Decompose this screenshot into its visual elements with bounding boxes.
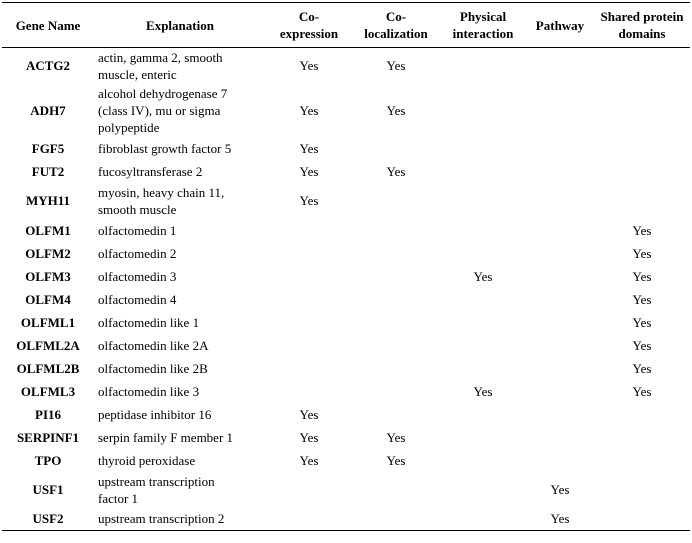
header-co-localization-line1: Co- [385,9,407,24]
header-co-expression-line1: Co- [298,9,320,24]
shared-domains-cell [594,160,690,183]
shared-domains-cell [594,84,690,137]
co-localization-cell: Yes [386,452,406,468]
co-localization-cell [352,242,440,265]
explanation-line: olfactomedin 1 [98,222,177,238]
co-expression-cell [266,288,352,311]
gene-name-cell: ACTG2 [25,58,71,74]
gene-name-cell: PI16 [35,406,61,422]
explanation-line: upstream transcription 2 [98,511,225,527]
shared-domains-cell: Yes [632,222,652,238]
pathway-cell [526,334,594,357]
explanation-cell [94,449,266,472]
table-header [2,3,690,48]
shared-domains-cell [594,449,690,472]
physical-interaction-cell [440,137,526,160]
physical-interaction-cell [440,472,526,508]
co-expression-cell: Yes [299,102,319,118]
pathway-cell [526,242,594,265]
header-shared-line1: Shared protein [600,9,684,24]
explanation-cell [94,137,266,160]
shared-domains-cell [594,472,690,508]
explanation-cell [94,48,266,84]
physical-interaction-cell: Yes [473,268,493,284]
physical-interaction-cell [440,160,526,183]
shared-domains-cell: Yes [632,337,652,353]
co-localization-cell [352,183,440,219]
shared-domains-cell: Yes [632,360,652,376]
physical-interaction-cell [440,508,526,531]
table-row [2,380,690,403]
gene-name-cell: OLFML3 [20,383,76,399]
explanation-line: (class IV), mu or sigma [98,102,221,118]
explanation-line: smooth muscle [98,201,177,217]
co-localization-cell [352,137,440,160]
explanation-line: olfactomedin like 3 [98,383,200,399]
co-expression-cell [266,265,352,288]
pathway-cell [526,84,594,137]
co-localization-cell [352,265,440,288]
co-expression-cell [266,472,352,508]
table-row [2,403,690,426]
header-row [2,3,690,48]
pathway-cell [526,219,594,242]
co-expression-cell [266,357,352,380]
pathway-cell [526,380,594,403]
gene-name-cell: OLFM2 [25,245,71,261]
shared-domains-cell: Yes [632,268,652,284]
co-expression-cell: Yes [299,58,319,74]
explanation-line: muscle, enteric [98,66,177,82]
gene-name-cell: MYH11 [25,193,71,208]
co-expression-cell: Yes [299,193,319,208]
co-expression-cell [266,219,352,242]
table-row [2,84,690,137]
explanation-cell [94,508,266,531]
shared-domains-cell [594,183,690,219]
shared-domains-cell [594,48,690,84]
physical-interaction-cell [440,288,526,311]
pathway-cell [526,48,594,84]
explanation-line: olfactomedin like 2B [98,360,208,376]
physical-interaction-cell [440,311,526,334]
shared-domains-cell: Yes [632,291,652,307]
table-row [2,449,690,472]
co-localization-cell [352,508,440,531]
co-expression-cell: Yes [299,163,319,179]
gene-name-cell: OLFM4 [25,291,71,307]
shared-domains-cell: Yes [632,383,652,399]
header-pathway: Pathway [526,3,594,48]
shared-domains-cell: Yes [632,314,652,330]
explanation-cell [94,160,266,183]
table-row [2,357,690,380]
explanation-cell [94,380,266,403]
gene-name-cell: USF1 [32,482,64,497]
shared-domains-cell [594,137,690,160]
physical-interaction-cell [440,426,526,449]
explanation-line: olfactomedin 3 [98,268,177,284]
co-localization-cell: Yes [386,102,406,118]
explanation-cell [94,183,266,219]
shared-domains-cell [594,426,690,449]
co-expression-cell: Yes [299,140,319,156]
explanation-line: upstream transcription [98,473,215,489]
gene-name-cell: TPO [34,452,62,468]
explanation-cell [94,334,266,357]
co-expression-cell [266,242,352,265]
co-localization-cell [352,334,440,357]
explanation-line: alcohol dehydrogenase 7 [98,85,228,101]
explanation-cell [94,403,266,426]
pathway-cell: Yes [550,482,570,497]
explanation-line: myosin, heavy chain 11, [98,184,225,200]
explanation-line: olfactomedin 4 [98,291,177,307]
table-row [2,242,690,265]
explanation-cell [94,219,266,242]
pathway-cell [526,265,594,288]
header-shared-line2: domains [618,26,666,41]
explanation-cell [94,84,266,137]
table-row [2,219,690,242]
header-co-expression [266,3,352,48]
pathway-cell [526,426,594,449]
pathway-cell [526,288,594,311]
pathway-cell [526,449,594,472]
table-row [2,426,690,449]
pathway-cell: Yes [526,508,594,531]
co-expression-cell: Yes [299,452,319,468]
co-localization-cell: Yes [386,429,406,445]
explanation-line: fucosyltransferase 2 [98,163,203,179]
header-physical-line1: Physical [459,9,507,24]
co-localization-cell: Yes [386,163,406,179]
explanation-line: factor 1 [98,490,139,506]
header-co-expression-line2: expression [279,26,339,41]
physical-interaction-cell [440,242,526,265]
explanation-line: olfactomedin 2 [98,245,177,261]
explanation-cell [94,288,266,311]
physical-interaction-cell [440,48,526,84]
physical-interaction-cell [440,219,526,242]
co-localization-cell [352,357,440,380]
explanation-cell [94,357,266,380]
header-co-localization-line2: localization [364,26,428,41]
pathway-cell [526,311,594,334]
table-row [2,472,690,508]
gene-name-cell: ADH7 [30,102,66,118]
shared-domains-cell: Yes [632,245,652,261]
physical-interaction-cell [440,183,526,219]
gene-name-cell: FUT2 [31,163,65,179]
pathway-cell [526,357,594,380]
explanation-cell [94,265,266,288]
shared-domains-cell [594,403,690,426]
explanation-line: peptidase inhibitor 16 [98,406,212,422]
gene-name-cell: USF2 [2,508,94,531]
header-explanation: Explanation [94,3,266,48]
explanation-line: polypeptide [98,119,160,135]
table-row [2,183,690,219]
co-expression-cell: Yes [299,406,319,422]
table-row [2,265,690,288]
explanation-line: olfactomedin like 1 [98,314,200,330]
pathway-cell [526,403,594,426]
physical-interaction-cell [440,449,526,472]
header-shared-protein-domains [594,3,690,48]
header-gene-name: Gene Name [2,3,94,48]
explanation-line: serpin family F member 1 [98,429,234,445]
physical-interaction-cell [440,84,526,137]
pathway-cell [526,137,594,160]
co-expression-cell [266,508,352,531]
table-row [2,311,690,334]
table-row [2,334,690,357]
pathway-cell [526,160,594,183]
co-localization-cell [352,288,440,311]
co-expression-cell [266,380,352,403]
gene-name-cell: OLFML2B [16,360,80,376]
explanation-line: olfactomedin like 2A [98,337,209,353]
shared-domains-cell [594,508,690,531]
table-row [2,508,690,531]
explanation-cell [94,242,266,265]
table-row [2,288,690,311]
co-localization-cell [352,380,440,403]
explanation-line: actin, gamma 2, smooth [98,49,223,65]
pathway-cell [526,183,594,219]
explanation-cell [94,472,266,508]
co-expression-cell [266,334,352,357]
gene-name-cell: OLFML2A [16,337,80,353]
table-body [2,48,690,531]
gene-name-cell: SERPINF1 [16,429,80,445]
gene-name-cell: OLFM3 [25,268,71,284]
co-localization-cell [352,219,440,242]
table-row [2,48,690,84]
co-localization-cell [352,311,440,334]
physical-interaction-cell: Yes [473,383,493,399]
explanation-cell [94,311,266,334]
physical-interaction-cell [440,357,526,380]
explanation-cell [94,426,266,449]
explanation-line: thyroid peroxidase [98,452,196,468]
explanation-line: fibroblast growth factor 5 [98,140,232,156]
header-physical-interaction [440,3,526,48]
co-expression-cell [266,311,352,334]
gene-name-cell: OLFML1 [20,314,76,330]
header-co-localization [352,3,440,48]
co-expression-cell: Yes [299,429,319,445]
header-physical-line2: interaction [452,26,514,41]
co-localization-cell [352,403,440,426]
physical-interaction-cell [440,403,526,426]
gene-table [2,2,690,531]
co-localization-cell: Yes [386,58,406,74]
table-row [2,160,690,183]
table-row [2,137,690,160]
gene-name-cell: OLFM1 [25,222,71,238]
co-localization-cell [352,472,440,508]
gene-name-cell: FGF5 [31,140,65,156]
physical-interaction-cell [440,334,526,357]
